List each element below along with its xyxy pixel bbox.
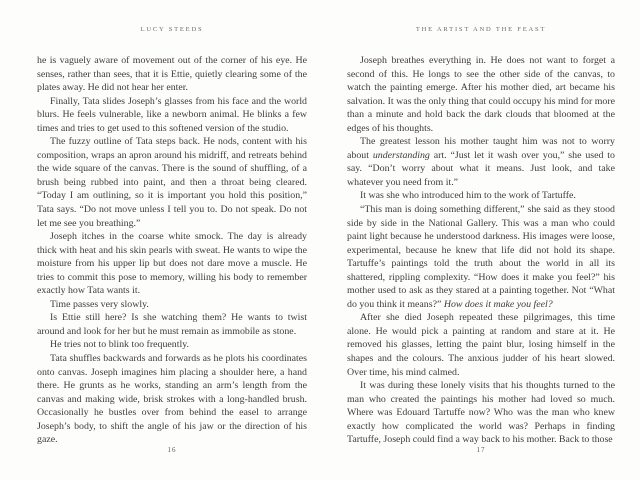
- body-paragraph: Finally, Tata slides Joseph’s glasses from his face and the world blurs. He feels vulnerable, like a newborn animal. He blinks a few times and tries to get used to this softened version of the studio.: [37, 95, 307, 134]
- body-paragraph: Joseph itches in the coarse white smock. The day is already thick with heat and his skin pearls with sweat. He wants to wipe the moisture from his upper lip but does not dare move a muscle. He tries to commit this pose to memory, willing his body to remember exactly how Tata wants it.: [37, 231, 307, 297]
- page-right: [347, 0, 615, 480]
- page-left: [37, 0, 307, 480]
- page-number-left: 16: [167, 446, 177, 454]
- body-paragraph: It was she who introduced him to the work of Tartuffe.: [360, 190, 576, 202]
- body-paragraph: Time passes very slowly.: [50, 298, 149, 310]
- body-paragraph: It was during these lonely visits that his thoughts turned to the man who created the paintings his mother had loved so much. Where was Edouard Tartuffe now? Who was the man who knew exactly how complicated the world was? Perhaps in finding Tartuffe, Joseph could find a way back to his mother. Back to those: [347, 380, 615, 446]
- page-number-right: 17: [476, 446, 486, 454]
- body-paragraph: The greatest lesson his mother taught him was not to worry about understanding art. “Just let it wash over you,” she used to say. “Don’t worry about what it means. Just look, and take whatever you need from it.”: [347, 136, 615, 188]
- body-paragraph: Tata shuffles backwards and forwards as he plots his coordinates onto canvas. Joseph imagines him placing a shoulder here, a hand there. He grunts as he works, standing an arm’s length from the canvas and making wide, brisk strokes with a long-handled brush. Occasionally he bustles over from behind the easel to arrange Joseph’s body, to shift the angle of his jaw or the direction of his gaze.: [37, 353, 307, 446]
- body-paragraph: “This man is doing something different,” she said as they stood side by side in the National Gallery. This was a man who could paint light because he understood darkness. His images were loose, experimental, because he knew that life did not hold its shape. Tartuffe’s paintings told the truth about the world in all its shattered, rippling complexity. “How does it make you feel?” his mother used to ask as they stared at a painting together. Not “What do you think it means?” How does it make you feel?: [347, 204, 615, 310]
- running-header-author: LUCY STEEDS: [140, 26, 204, 33]
- body-paragraph: Joseph breathes everything in. He does not want to forget a second of this. He longs to see the other side of the canvas, to watch the painting emerge. After his mother died, art became his salvation. It was the only thing that could occupy his mind for more than a minute and hold back the dark clouds that bloomed at the edges of his thoughts.: [347, 55, 615, 134]
- page-right-body-text: [347, 54, 615, 447]
- body-paragraph: Is Ettie still here? Is she watching them? He wants to twist around and look for her but he must remain as immobile as stone.: [37, 312, 307, 337]
- body-paragraph: The fuzzy outline of Tata steps back. He nods, content with his composition, wraps an apron around his midriff, and retreats behind the wide square of the canvas. There is the sound of shuffling, of a brush being rubbed into paint, and then a throat being cleared. “Today I am outlining, so it is important you hold this position,” Tata says. “Do not move unless I tell you to. Do not speak. Do not let me see you breathing.”: [37, 136, 307, 229]
- running-header-book-title: THE ARTIST AND THE FEAST: [415, 26, 547, 33]
- body-paragraph: he is vaguely aware of movement out of the corner of his eye. He senses, rather than sees, that it is Ettie, quietly clearing some of the plates away. He did not hear her enter.: [37, 55, 307, 94]
- page-left-body-text: [37, 54, 307, 447]
- body-paragraph: After she died Joseph repeated these pilgrimages, this time alone. He would pick a painting at random and stare at it. He removed his glasses, letting the paint blur, losing himself in the shapes and the colours. The anxious judder of his heart slowed. Over time, his mind calmed.: [347, 312, 615, 378]
- body-paragraph: He tries not to blink too frequently.: [50, 339, 189, 351]
